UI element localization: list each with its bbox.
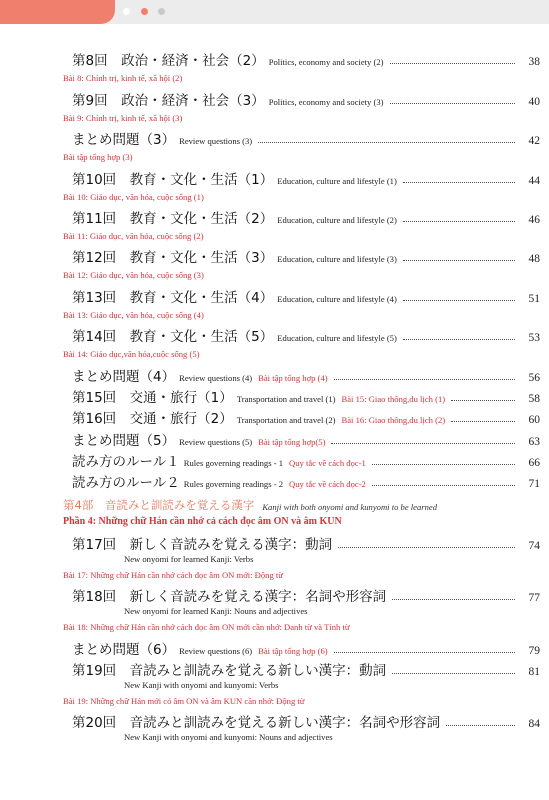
page-number: 48 [528,253,540,266]
toc-entry[interactable] [72,324,540,345]
entry-title: まとめ問題（6） [72,641,176,658]
entry-title: まとめ問題（3） [72,132,176,149]
entry-english: Review questions (4) [179,372,253,383]
entry-english: Education, culture and lifestyle (5) [277,333,397,344]
toc-entry[interactable] [72,449,540,470]
entry-english: Education, culture and lifestyle (2) [277,214,397,225]
vietnamese-note: Bài 9: Chính trị, kinh tế, xã hội (3) [63,112,183,123]
entry-english: Transportation and travel (1) [236,393,336,404]
entry-vietnamese: Bài 16: Giao thông,du lịch (2) [341,415,446,426]
vietnamese-note: Bài 10: Giáo dục, văn hóa, cuộc sống (1) [63,191,204,202]
page-number: 71 [528,478,540,491]
vietnamese-note: Bài 11: Giáo dục, văn hóa, cuộc sống (2) [63,230,204,241]
page-number: 63 [528,435,540,448]
header-tab [0,0,115,24]
entry-title: 第10回 教育・文化・生活（1） [72,171,274,188]
page-dot-3 [158,8,165,15]
vietnamese-note: Bài 8: Chính trị, kinh tế, xã hội (2) [63,73,183,84]
page-dot-1 [123,8,130,15]
entry-english: Review questions (5) [179,436,253,447]
toc-entry[interactable] [72,127,540,148]
dot-leader [451,400,515,401]
entry-title: 第9回 政治・経済・社会（3） [72,92,265,109]
part-title: 第4部 音読みと訓読みを覚える漢字 [63,498,255,513]
vietnamese-note: Bài 19: Những chữ Hán mới có âm ON và âm KUN cần nhớ: Động từ [63,696,305,707]
toc-entry[interactable] [72,245,540,266]
toc-entry[interactable] [72,87,540,108]
vietnamese-note: Bài 12: Giáo dục, văn hóa, cuộc sống (3) [63,270,204,281]
entry-vietnamese: Bài tập tổng hợp (4) [258,372,328,383]
entry-title: 第8回 政治・経済・社会（2） [72,53,265,70]
toc-entry[interactable] [72,470,540,491]
top-bar [0,0,549,24]
entry-vietnamese: Bài tập tổng hợp (6) [258,645,328,656]
english-subtitle: New onyomi for learned Kanji: Nouns and adjectives [124,606,308,617]
entry-english: Politics, economy and society (3) [268,96,384,107]
dot-leader [403,260,515,261]
entry-title: 第13回 教育・文化・生活（4） [72,289,274,306]
english-subtitle: New Kanji with onyomi and kunyomi: Nouns and adjectives [124,732,333,743]
entry-english: Rules governing readings - 1 [183,458,284,469]
dot-leader [331,443,515,444]
toc-entry[interactable] [72,363,540,384]
page-number: 77 [528,592,540,605]
english-subtitle: New Kanji with onyomi and kunyomi: Verbs [124,680,279,691]
page-number: 74 [528,539,540,552]
dot-leader [390,63,516,64]
toc-entry[interactable] [72,284,540,305]
part-heading [63,491,549,513]
dot-leader [392,673,515,674]
toc-entry[interactable] [72,710,540,731]
dot-leader [403,221,515,222]
entry-english: Transportation and travel (2) [236,415,336,426]
page-number: 40 [528,95,540,108]
page-number: 66 [528,457,540,470]
toc-entry[interactable] [72,48,540,69]
toc-entry[interactable] [72,636,540,657]
page-number: 81 [528,666,540,679]
entry-title: 第14回 教育・文化・生活（5） [72,329,274,346]
page-number: 56 [528,371,540,384]
dot-leader [446,725,515,726]
vietnamese-note: Bài 14: Giáo dục,văn hóa,cuộc sống (5) [63,349,200,360]
entry-english: Review questions (6) [179,645,253,656]
toc-entry[interactable] [72,206,540,227]
dot-leader [451,421,515,422]
entry-title: 第20回 音読みと訓読みを覚える新しい漢字：名詞や形容詞 [72,715,441,732]
page-number: 42 [528,135,540,148]
page-number: 84 [528,718,540,731]
entry-title: 第19回 音読みと訓読みを覚える新しい漢字：動詞 [72,663,387,680]
english-subtitle: New onyomi for learned Kanji: Verbs [124,553,254,564]
entry-english: Review questions (3) [179,136,253,147]
dot-leader [258,142,515,143]
entry-title: 第16回 交通・旅行（2） [72,411,233,428]
entry-title: 第18回 新しく音読みを覚える漢字：名詞や形容詞 [72,589,387,606]
page-number: 38 [528,56,540,69]
entry-title: まとめ問題（4） [72,368,176,385]
entry-english: Education, culture and lifestyle (1) [277,175,397,186]
dot-leader [403,182,515,183]
entry-title: 第17回 新しく音読みを覚える漢字：動詞 [72,536,333,553]
page-number: 46 [528,213,540,226]
page-number: 53 [528,332,540,345]
vietnamese-note: Bài 17: Những chữ Hán cần nhớ cách đọc âm ON mới: Động từ [63,569,283,580]
dot-leader [338,547,515,548]
dot-leader [403,339,515,340]
dot-leader [392,599,515,600]
entry-title: 第12回 教育・文化・生活（3） [72,250,274,267]
toc-entry[interactable] [72,406,540,427]
entry-vietnamese: Bài 15: Giao thông,du lịch (1) [341,393,446,404]
entry-title: 読み方のルール１ [72,454,180,471]
toc-entry[interactable] [72,385,540,406]
vietnamese-note: Bài 18: Những chữ Hán cần nhớ cách đọc âm ON mới cần nhớ: Danh từ và Tính từ [63,622,350,633]
dot-leader [403,300,515,301]
vietnamese-note: Bài tập tổng hợp (3) [63,152,133,163]
dot-leader [334,379,515,380]
entry-english: Education, culture and lifestyle (3) [277,254,397,265]
toc-entry[interactable] [72,584,540,605]
entry-vietnamese: Bài tập tổng hợp(5) [258,436,326,447]
entry-english: Education, culture and lifestyle (4) [277,293,397,304]
entry-english: Politics, economy and society (2) [268,57,384,68]
page-number: 79 [528,644,540,657]
part-english: Kanji with both onyomi and kunyomi to be learned [262,502,438,513]
page-dot-2 [141,8,148,15]
entry-title: 第11回 教育・文化・生活（2） [72,210,274,227]
entry-title: 第15回 交通・旅行（1） [72,389,233,406]
entry-vietnamese: Quy tắc về cách đọc-2 [289,479,366,490]
entry-vietnamese: Quy tắc về cách đọc-1 [289,458,366,469]
entry-english: Rules governing readings - 2 [183,479,284,490]
toc-entry[interactable] [72,531,540,552]
entry-title: まとめ問題（5） [72,432,176,449]
dot-leader [372,485,515,486]
page-number: 58 [528,392,540,405]
toc-entry[interactable] [72,658,540,679]
part-subtitle-vi: Phần 4: Những chữ Hán cần nhớ cả cách đọc âm ON và âm KUN [63,516,342,528]
vietnamese-note: Bài 13: Giáo dục, văn hóa, cuộc sống (4) [63,309,204,320]
table-of-contents [0,48,549,744]
toc-entry[interactable] [72,427,540,448]
page-number: 44 [528,174,540,187]
dot-leader [334,652,515,653]
page-number: 60 [528,414,540,427]
toc-entry[interactable] [72,166,540,187]
dot-leader [372,464,515,465]
dot-leader [390,103,516,104]
entry-title: 読み方のルール２ [72,475,180,492]
page-number: 51 [528,292,540,305]
